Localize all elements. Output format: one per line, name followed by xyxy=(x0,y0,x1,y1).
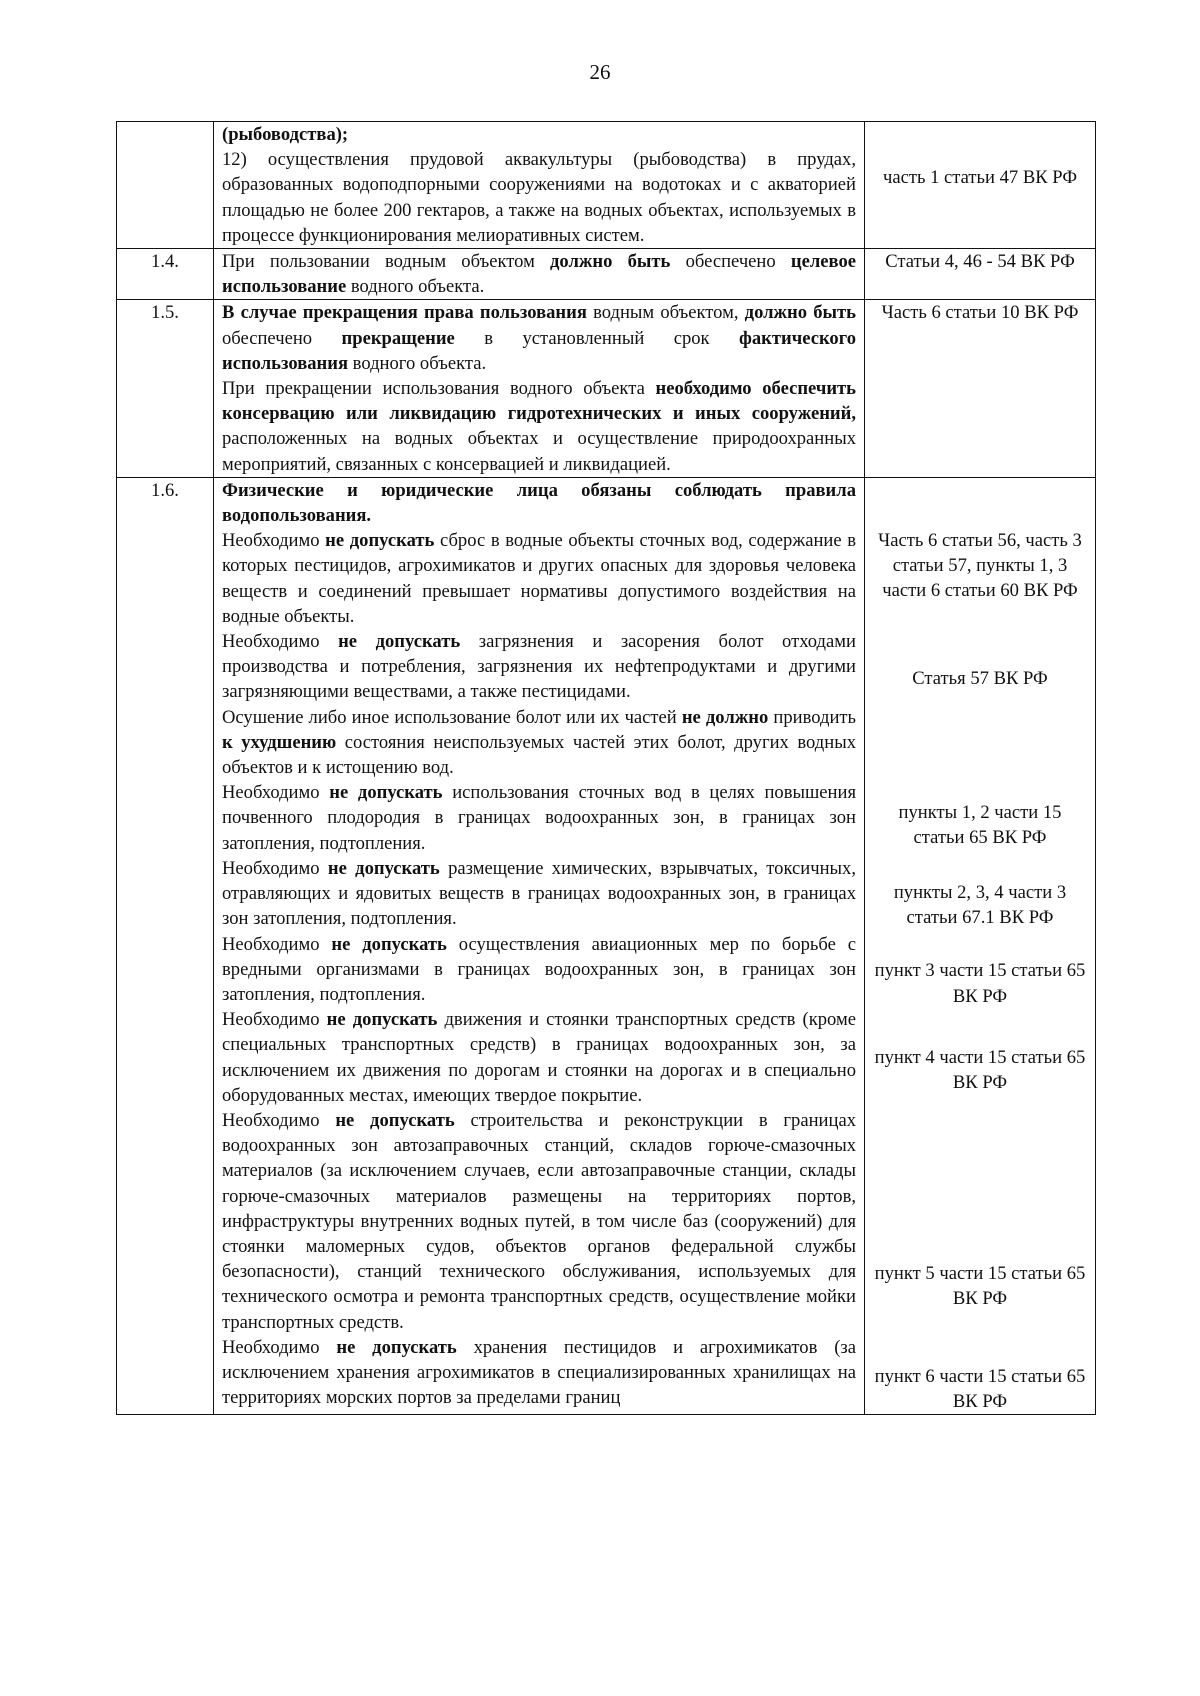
emphasized-text: целевое использование xyxy=(222,251,857,298)
text-run: размещение химических, взрывчатых, токсичных, отравляющих и ядовитых веществ в границах водоохранных зон, в границах зон затопления, подтопления. xyxy=(222,857,856,930)
legal-reference: Статьи 4, 46 - 54 ВК РФ xyxy=(885,251,1075,273)
requirement-text xyxy=(214,122,865,249)
text-run: Необходимо xyxy=(222,933,332,955)
text-run: состояния неиспользуемых частей этих болот, других водных объектов и к истощению вод. xyxy=(222,731,856,779)
legal-reference: пункты 2, 3, 4 части 3 статьи 67.1 ВК РФ xyxy=(893,882,1067,929)
emphasized-text: прекращение xyxy=(341,327,455,349)
text-run: расположенных на водных объектах и осуществление природоохранных мероприятий, связанных с консервацией и ликвидацией. xyxy=(222,428,856,475)
text-run: Необходимо xyxy=(222,857,328,879)
emphasized-text: не допускать xyxy=(331,933,447,955)
text-run: Необходимо xyxy=(222,1109,336,1131)
legal-reference: пункт 4 части 15 статьи 65 ВК РФ xyxy=(874,1046,1086,1094)
paragraph xyxy=(222,376,856,477)
emphasized-text: должно быть xyxy=(744,302,856,324)
text-run: Необходимо xyxy=(222,1009,327,1031)
text-run: водного объекта. xyxy=(346,276,485,298)
paragraph xyxy=(222,1007,856,1108)
text-run: в установленный срок xyxy=(454,327,740,349)
text-run: водным объектом, xyxy=(586,302,745,324)
paragraph xyxy=(222,478,856,528)
emphasized-text: не допускать xyxy=(335,1109,455,1131)
row-number: 1.6. xyxy=(117,477,214,1414)
text-run: обеспечено xyxy=(670,251,791,273)
emphasized-text: (рыбоводства); xyxy=(222,124,349,145)
requirements-table xyxy=(116,121,1096,1415)
legal-reference: Часть 6 статьи 10 ВК РФ xyxy=(881,302,1079,324)
emphasized-text: не допускать xyxy=(326,1009,438,1031)
text-run: обеспечено xyxy=(222,327,342,349)
legal-reference: Часть 6 статьи 56, часть 3 статьи 57, пункты 1, 3 части 6 статьи 60 ВК РФ xyxy=(878,529,1082,602)
legal-reference: пункт 5 части 15 статьи 65 ВК РФ xyxy=(874,1263,1086,1310)
legal-reference: Статья 57 ВК РФ xyxy=(912,668,1048,690)
text-run: строительства и реконструкции в границах водоохранных зон автозаправочных станций, складов горюче-смазочных материалов (за исключением случаев, если автозаправочные станции, склады горюче-смазочных материалов размещены на территориях портов, инфраструктуры внутренних водных путей, в том числе баз (сооружений) для стоянки маломерных судов, объектов органов федеральной службы безопасности), станций технического обслуживания, используемых для технического осмотра и ремонта транспортных средств, осуществление мойки транспортных средств. xyxy=(222,1109,856,1333)
paragraph xyxy=(222,780,856,856)
legal-reference: пункт 3 части 15 статьи 65 ВК РФ xyxy=(874,960,1086,1007)
paragraph xyxy=(222,1335,856,1411)
text-run: Необходимо xyxy=(222,1336,337,1358)
text-run: При прекращении использования водного объекта xyxy=(222,378,656,400)
paragraph xyxy=(222,856,856,932)
text-run: Необходимо xyxy=(222,631,339,653)
legal-reference-cell xyxy=(865,477,1096,1414)
text-run: водного объекта. xyxy=(348,352,487,374)
paragraph xyxy=(222,147,856,248)
table-row xyxy=(117,477,1096,1414)
legal-reference: пункты 1, 2 части 15 статьи 65 ВК РФ xyxy=(898,801,1062,848)
emphasized-text: не допускать xyxy=(327,857,440,879)
table-row xyxy=(117,122,1096,249)
table-row xyxy=(117,300,1096,477)
text-run: Необходимо xyxy=(222,782,330,804)
text-run: Необходимо xyxy=(222,530,326,552)
paragraph xyxy=(222,249,856,299)
text-run: осуществления авиационных мер по борьбе с вредными организмами в границах водоохранных зон, в границах зон затопления, подтопления. xyxy=(222,933,856,1005)
paragraph xyxy=(222,705,856,781)
emphasized-text: необходимо обеспечить консервацию или ликвидацию гидротехнических и иных сооружений, xyxy=(222,378,857,425)
text-run: использования сточных вод в целях повышения почвенного плодородия в границах водоохранных зон, в границах зон затопления, подтопления. xyxy=(222,782,856,854)
legal-reference-cell xyxy=(865,300,1096,477)
page-number: 26 xyxy=(589,60,611,84)
paragraph xyxy=(222,528,856,629)
emphasized-text: фактического использования xyxy=(222,327,856,374)
emphasized-text: не допускать xyxy=(338,631,461,653)
emphasized-text: Физические и юридические лица обязаны соблюдать правила водопользования. xyxy=(222,479,856,527)
legal-reference-cell xyxy=(865,249,1096,300)
text-run: 12) осуществления прудовой аквакультуры (рыбоводства) в прудах, образованных водоподпорными сооружениями на водотоках и с акваторией площадью не более 200 гектаров, а также на водных объектах, используемых в процессе функционирования мелиоративных систем. xyxy=(222,149,856,246)
text-run: При пользовании водным объектом xyxy=(222,251,551,273)
paragraph xyxy=(222,300,856,376)
emphasized-text: не должно xyxy=(681,706,769,728)
emphasized-text: не допускать xyxy=(325,530,435,552)
requirement-text xyxy=(214,477,865,1414)
paragraph xyxy=(222,932,856,1008)
emphasized-text: В случае прекращения права пользования xyxy=(222,302,587,324)
emphasized-text: к ухудшению xyxy=(222,731,337,753)
legal-reference-cell xyxy=(865,122,1096,249)
emphasized-text: должно быть xyxy=(550,251,671,273)
text-run: хранения пестицидов и агрохимикатов (за исключением хранения агрохимикатов в специализированных хранилищах на территориях морских портов за пределами границ xyxy=(222,1336,856,1409)
text-run: Осушение либо иное использование болот или их частей xyxy=(222,706,682,728)
row-number: 1.4. xyxy=(117,249,214,300)
emphasized-text: не допускать xyxy=(336,1336,457,1358)
legal-reference: часть 1 статьи 47 ВК РФ xyxy=(882,167,1078,188)
paragraph xyxy=(222,122,856,147)
emphasized-text: не допускать xyxy=(329,782,443,804)
table-row xyxy=(117,249,1096,300)
paragraph xyxy=(222,629,856,705)
row-number: 1.5. xyxy=(117,300,214,477)
text-run: приводить xyxy=(768,706,856,728)
text-run: загрязнения и засорения болот отходами производства и потребления, загрязнения их нефтепродуктами и другими загрязняющими веществами, а также пестицидами. xyxy=(222,631,856,703)
text-run: сброс в водные объекты сточных вод, содержание в которых пестицидов, агрохимикатов и других опасных для здоровья человека веществ и соединений превышает нормативы допустимого воздействия на водные объекты. xyxy=(222,530,856,627)
row-number xyxy=(117,122,214,249)
text-run: движения и стоянки транспортных средств (кроме специальных транспортных средств) в границах водоохранных зон, за исключением их движения по дорогам и стоянки на дорогах и в специально оборудованных местах, имеющих твердое покрытие. xyxy=(222,1009,856,1106)
requirement-text xyxy=(214,249,865,300)
paragraph xyxy=(222,1108,856,1335)
legal-reference: пункт 6 части 15 статьи 65 ВК РФ xyxy=(874,1365,1086,1412)
requirement-text xyxy=(214,300,865,477)
